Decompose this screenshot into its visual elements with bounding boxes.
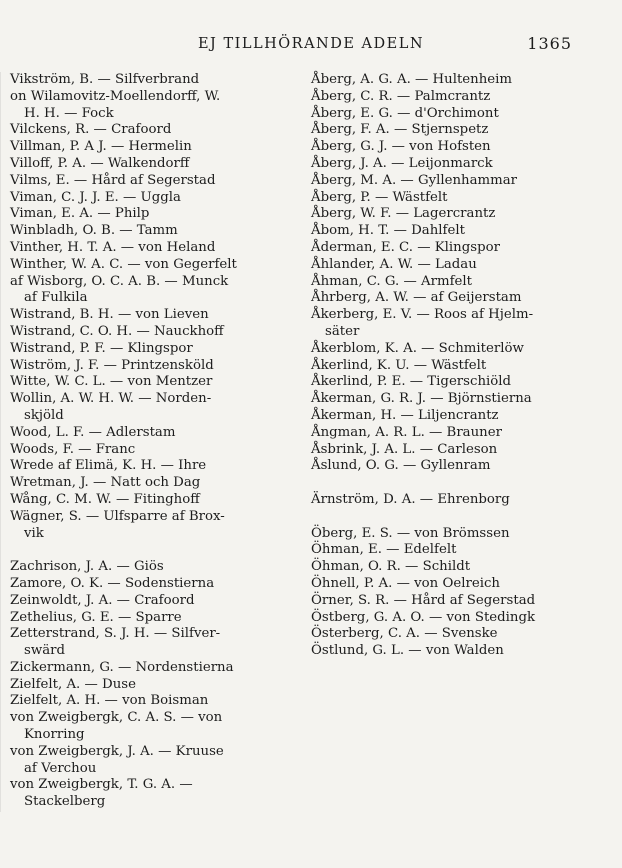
register-entry [10, 492, 302, 509]
entry-line: Vilckens, R. — Crafoord [10, 122, 172, 138]
entry-continuation-line: Stackelberg [24, 794, 106, 810]
register-entry [311, 542, 611, 559]
entry-line: von Zweigbergk, C. A. S. — von [10, 710, 223, 726]
entry-line: on Wilamovitz-Moellendorff, W. [10, 88, 221, 104]
entry-line: Åsbrink, J. A. L. — Carleson [311, 441, 498, 457]
entry-line: Wrede af Elimä, K. H. — Ihre [10, 458, 207, 474]
register-entry [10, 425, 302, 442]
entry-line: Ärnström, D. A. — Ehrenborg [311, 491, 510, 507]
register-entry [10, 358, 302, 375]
register-entry [311, 290, 611, 307]
entry-line: Östlund, G. L. — von Walden [311, 643, 504, 659]
register-entry [311, 526, 611, 543]
register-entry [311, 559, 611, 576]
register-entry [10, 156, 302, 173]
entry-line: Winbladh, O. B. — Tamm [10, 223, 178, 239]
entry-line: Åberg, C. R. — Palmcrantz [311, 88, 491, 104]
register-entry [10, 139, 302, 156]
entry-line: Öhnell, P. A. — von Oelreich [311, 575, 500, 591]
register-entry [10, 475, 302, 492]
section-gap [10, 542, 302, 559]
entry-line: Winther, W. A. C. — von Gegerfelt [10, 256, 237, 272]
entry-line: Wiström, J. F. — Printzensköld [10, 357, 214, 373]
entry-line: Woods, F. — Franc [10, 441, 136, 457]
register-entry [311, 626, 611, 643]
entry-continuation-line: swärd [24, 643, 66, 659]
register-entry [10, 442, 302, 459]
register-entry [311, 240, 611, 257]
register-entry [10, 744, 302, 778]
entry-line: Åberg, E. G. — d'Orchimont [311, 105, 499, 121]
register-entry [10, 710, 302, 744]
entry-line: Zachrison, J. A. — Giös [10, 559, 164, 575]
register-entry [311, 223, 611, 240]
register-entry [311, 643, 611, 660]
register-entry [10, 324, 302, 341]
entry-line: Östberg, G. A. O. — von Stedingk [311, 609, 536, 625]
register-entry [311, 425, 611, 442]
register-entry [311, 72, 611, 89]
register-entry [10, 391, 302, 425]
register-entry [10, 626, 302, 660]
register-entry [10, 509, 302, 543]
register-entry [311, 190, 611, 207]
register-entry [311, 593, 611, 610]
register-entry [10, 593, 302, 610]
register-entry [311, 458, 611, 475]
entry-line: Wretman, J. — Natt och Dag [10, 475, 201, 491]
register-entry [311, 358, 611, 375]
entry-continuation-line: vik [24, 525, 44, 541]
register-entry [10, 240, 302, 257]
entry-line: Vikström, B. — Silfverbrand [10, 72, 200, 87]
section-gap [311, 475, 611, 492]
entry-line: Wistrand, P. F. — Klingspor [10, 340, 193, 356]
register-entry [10, 559, 302, 576]
register-entry [10, 274, 302, 308]
register-entry [10, 693, 302, 710]
register-entry [311, 341, 611, 358]
entry-line: Åhrberg, A. W. — af Geijerstam [311, 290, 522, 306]
register-entry [311, 610, 611, 627]
right-column [311, 72, 611, 660]
entry-continuation-line: H. H. — Fock [24, 105, 114, 121]
register-entry [10, 257, 302, 274]
register-entry [311, 89, 611, 106]
register-entry [10, 89, 302, 123]
register-entry [10, 374, 302, 391]
entry-line: Åberg, M. A. — Gyllenhammar [311, 172, 518, 188]
register-entry [10, 777, 302, 811]
entry-line: Åkerlind, P. E. — Tigerschiöld [311, 374, 512, 390]
entry-line: Viman, C. J. J. E. — Uggla [10, 189, 181, 205]
register-entry [10, 341, 302, 358]
entry-line: Åberg, F. A. — Stjernspetz [311, 122, 489, 138]
entry-line: Åkerman, G. R. J. — Björnstierna [311, 391, 532, 407]
entry-line: Åberg, A. G. A. — Hultenheim [311, 72, 513, 87]
entry-line: Zetterstrand, S. J. H. — Silfver- [10, 626, 221, 642]
entry-line: Åbom, H. T. — Dahlfelt [311, 223, 465, 239]
register-entry [311, 106, 611, 123]
entry-line: Åkerman, H. — Liljencrantz [311, 407, 499, 423]
entry-line: Ångman, A. R. L. — Brauner [311, 424, 502, 440]
entry-line: Örner, S. R. — Hård af Segerstad [311, 592, 536, 608]
entry-line: Wistrand, B. H. — von Lieven [10, 307, 209, 323]
register-entry [10, 122, 302, 139]
register-entry [10, 576, 302, 593]
section-gap [311, 509, 611, 526]
register-entry [10, 173, 302, 190]
register-entry [311, 156, 611, 173]
register-entry [10, 206, 302, 223]
entry-line: Wollin, A. W. H. W. — Norden- [10, 391, 212, 407]
entry-line: Zickermann, G. — Nordenstierna [10, 659, 234, 675]
register-entry [10, 458, 302, 475]
register-entry [10, 72, 302, 89]
entry-continuation-line: säter [325, 323, 360, 339]
register-entry [311, 122, 611, 139]
register-entry [10, 307, 302, 324]
entry-line: Åberg, W. F. — Lagercrantz [311, 206, 496, 222]
entry-line: Wood, L. F. — Adlerstam [10, 424, 176, 440]
entry-line: Villman, P. A J. — Hermelin [10, 139, 192, 155]
entry-line: Åhman, C. G. — Armfelt [311, 273, 472, 289]
entry-line: Åberg, J. A. — Leijonmarck [311, 155, 493, 171]
register-entry [311, 206, 611, 223]
page-number: 1365 [527, 34, 572, 53]
entry-line: Vilms, E. — Hård af Segerstad [10, 172, 216, 188]
register-entry [311, 173, 611, 190]
entry-line: Åberg, G. J. — von Hofsten [311, 139, 491, 155]
register-entry [311, 492, 611, 509]
entry-line: Zielfelt, A. H. — von Boisman [10, 693, 209, 709]
register-entry [311, 442, 611, 459]
entry-line: von Zweigbergk, T. G. A. — [10, 777, 193, 793]
page-edge-shadow [0, 72, 1, 812]
register-entry [311, 139, 611, 156]
left-column [10, 72, 302, 811]
register-entry [10, 660, 302, 677]
entry-continuation-line: af Verchou [24, 760, 97, 776]
register-entry [311, 374, 611, 391]
entry-line: Åkerberg, E. V. — Roos af Hjelm- [311, 307, 534, 323]
register-entry [311, 408, 611, 425]
entry-line: Åderman, E. C. — Klingspor [311, 239, 500, 255]
entry-line: Villoff, P. A. — Walkendorff [10, 155, 190, 171]
entry-line: Öhman, O. R. — Schildt [311, 559, 471, 575]
entry-line: af Wisborg, O. C. A. B. — Munck [10, 273, 229, 289]
entry-line: Zeinwoldt, J. A. — Crafoord [10, 592, 195, 608]
entry-line: Åkerlind, K. U. — Wästfelt [311, 357, 487, 373]
register-entry [311, 274, 611, 291]
entry-line: Witte, W. C. L. — von Mentzer [10, 374, 213, 390]
entry-line: von Zweigbergk, J. A. — Kruuse [10, 743, 224, 759]
entry-line: Zielfelt, A. — Duse [10, 676, 136, 692]
entry-line: Zethelius, G. E. — Sparre [10, 609, 182, 625]
running-header: EJ TILLHÖRANDE ADELN [197, 36, 425, 52]
entry-line: Åkerblom, K. A. — Schmiterlöw [311, 340, 524, 356]
entry-line: Åslund, O. G. — Gyllenram [311, 458, 491, 474]
register-entry [10, 677, 302, 694]
register-entry [311, 576, 611, 593]
register-entry [311, 307, 611, 341]
entry-continuation-line: skjöld [24, 407, 64, 423]
entry-line: Wägner, S. — Ulfsparre af Brox- [10, 508, 225, 524]
register-entry [311, 391, 611, 408]
entry-line: Åhlander, A. W. — Ladau [311, 256, 477, 272]
entry-line: Vinther, H. T. A. — von Heland [10, 239, 216, 255]
entry-line: Wistrand, C. O. H. — Nauckhoff [10, 323, 224, 339]
entry-line: Österberg, C. A. — Svenske [311, 626, 498, 642]
entry-line: Öberg, E. S. — von Brömssen [311, 525, 510, 541]
entry-line: Åberg, P. — Wästfelt [311, 189, 448, 205]
register-entry [10, 190, 302, 207]
entry-line: Öhman, E. — Edelfelt [311, 542, 457, 558]
entry-line: Wång, C. M. W. — Fitinghoff [10, 491, 200, 507]
register-entry [10, 610, 302, 627]
entry-continuation-line: af Fulkila [24, 290, 88, 306]
register-entry [311, 257, 611, 274]
entry-continuation-line: Knorring [24, 727, 85, 743]
register-entry [10, 223, 302, 240]
entry-line: Viman, E. A. — Philp [10, 206, 150, 222]
entry-line: Zamore, O. K. — Sodenstierna [10, 575, 215, 591]
